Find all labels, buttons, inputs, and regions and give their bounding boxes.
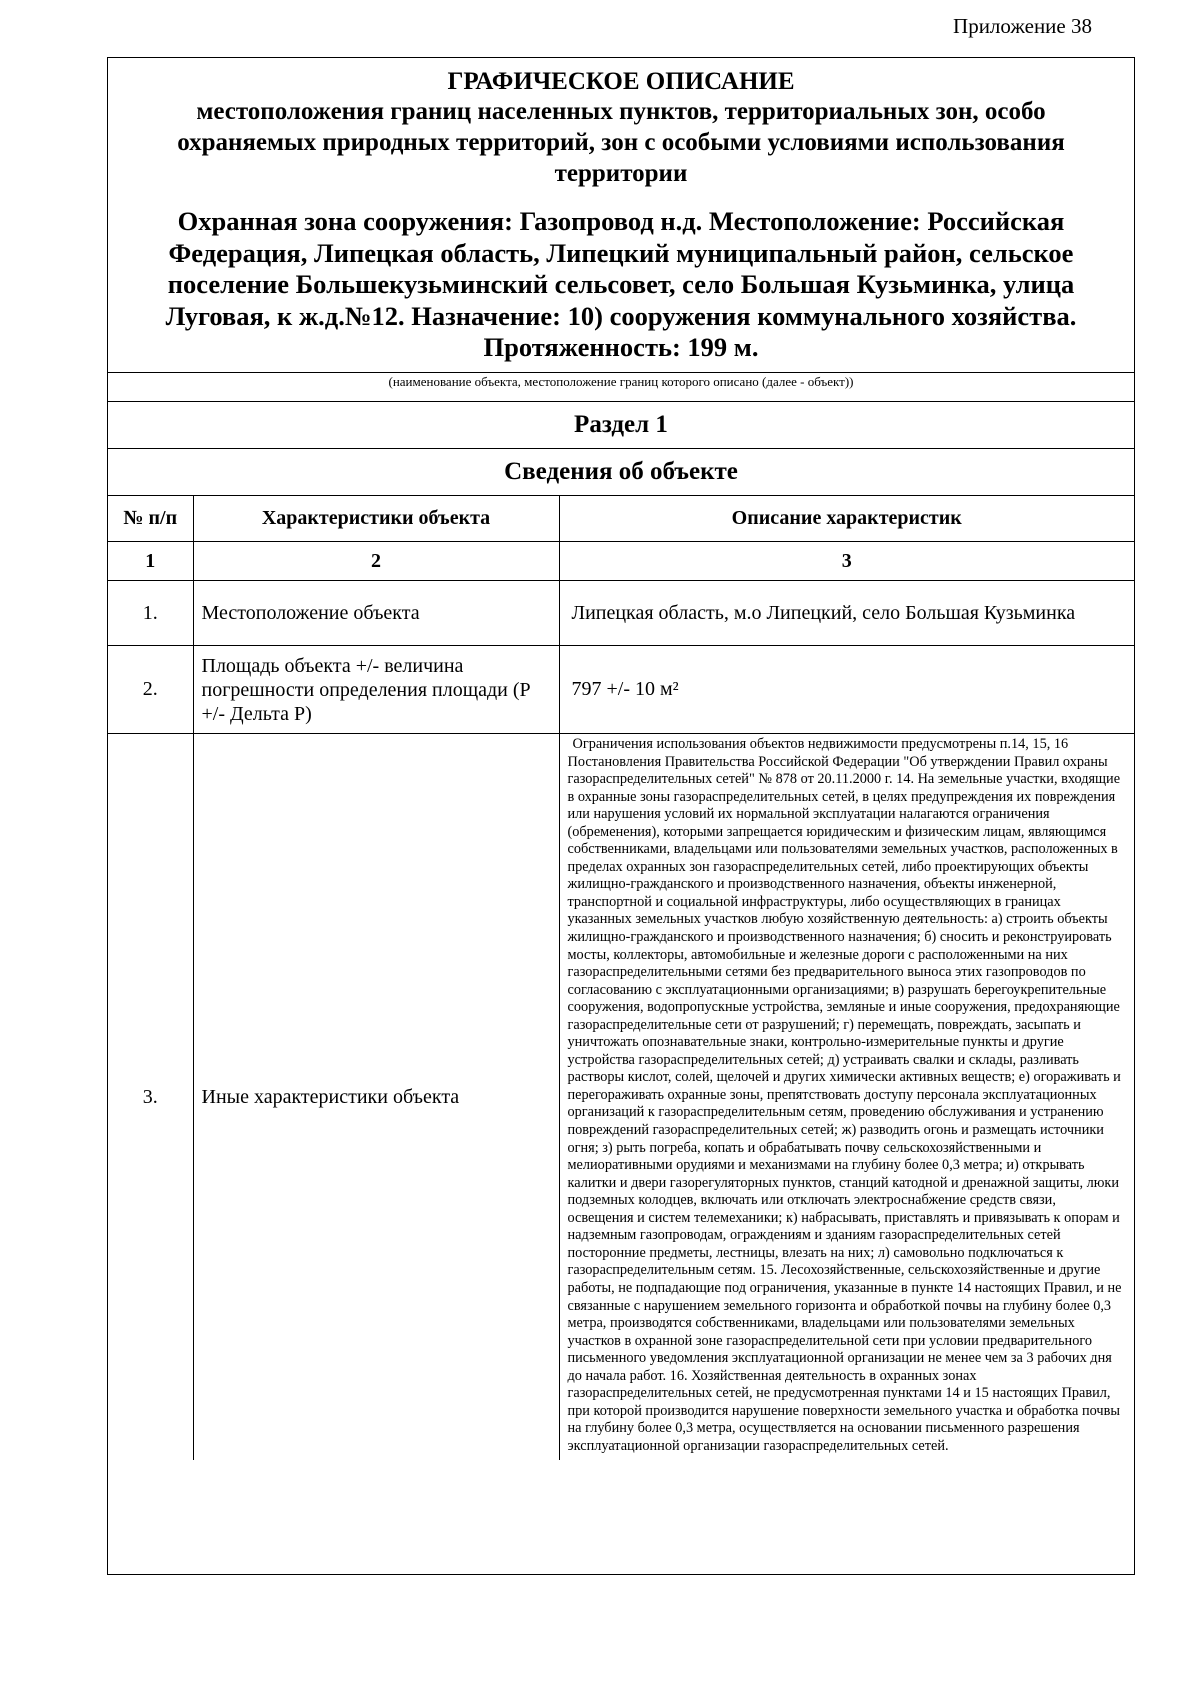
column-header: № п/п: [108, 496, 193, 542]
row-characteristic: Площадь объекта +/- величина погрешности определения площади (Р +/- Дельта Р): [193, 646, 559, 734]
table-header-row: [108, 496, 1134, 542]
row-characteristic: Иные характеристики объекта: [193, 734, 559, 1461]
row-characteristic: Местоположение объекта: [193, 581, 559, 646]
document-subtitle: местоположения границ населенных пунктов, территориальных зон, особо охраняемых природных территорий, зон с особыми условиями использования территории: [177, 98, 1065, 187]
row-description: Ограничения использования объектов недвижимости предусмотрены п.14, 15, 16 Постановления Правительства Российской Федерации "Об утверждении Правил охраны газораспределительных сетей" № 878 от 20.11.2000 г. 14. На земельные участки, входящие в охранные зоны газораспределительных сетей, в целях предупреждения их повреждения или нарушения условий их нормальной эксплуатации налагаются ограничения (обременения), которыми запрещается юридическим и физическим лицам, являющимся собственниками, владельцами или пользователями земельных участков, расположенных в пределах охранных зон газораспределительных сетей, либо проектирующих объекты жилищно-гражданского и производственного назначения, объекты инженерной, транспортной и социальной инфраструктуры, либо осуществляющих в границах указанных земельных участков любую хозяйственную деятельность: а) строить объекты жилищно-гражданского и производственного назначения; б) сносить и реконструировать мосты, коллекторы, автомобильные и железные дороги с расположенными на них газораспределительными сетями без предварительного выноса этих газопроводов по согласованию с эксплуатационными организациями; в) разрушать берегоукрепительные сооружения, водопропускные устройства, земляные и иные сооружения, предохраняющие газораспределительные сети от разрушений; г) перемещать, повреждать, засыпать и уничтожать опознавательные знаки, контрольно-измерительные пункты и другие устройства газораспределительных сетей; д) устраивать свалки и склады, разливать растворы кислот, солей, щелочей и других химически активных веществ; е) огораживать и перегораживать охранные зоны, препятствовать доступу персонала эксплуатационных организаций к газораспределительным сетям, проведению обслуживания и устранению повреждений газораспределительных сетей; ж) разводить огонь и размещать источники огня; з) рыть погреба, копать и обрабатывать почву сельскохозяйственными и мелиоративными орудиями и механизмами на глубину более 0,3 метра; и) открывать калитки и двери газорегуляторных пунктов, станций катодной и дренажной защиты, люки подземных колодцев, включать или отключать электроснабжение средств связи, освещения и систем телемеханики; к) набрасывать, приставлять и привязывать к опорам и надземным газопроводам, ограждениям и зданиям газораспределительных сетей посторонние предметы, лестницы, влезать на них; л) самовольно подключаться к газораспределительным сетям. 15. Лесохозяйственные, сельскохозяйственные и другие работы, не подпадающие под ограничения, указанные в пункте 14 настоящих Правил, и не связанные с нарушением земельного горизонта и обработкой почвы на глубину более 0,3 метра, производятся собственниками, владельцами или пользователями земельных участков в охранной зоне газораспределительной сети при условии предварительного письменного уведомления эксплуатационной организации не менее чем за 3 рабочих дня до начала работ. 16. Хозяйственная деятельность в охранных зонах газораспределительных сетей, не предусмотренная пунктами 14 и 15 настоящих Правил, при которой производится нарушение поверхности земельного участка и обработка почвы на глубину более 0,3 метра, осуществляется на основании письменного разрешения эксплуатационной организации газораспределительных сетей.: [559, 734, 1134, 1461]
section-label: Раздел 1: [108, 402, 1134, 449]
column-number: 2: [193, 542, 559, 581]
document-title: ГРАФИЧЕСКОЕ ОПИСАНИЕ: [447, 68, 795, 95]
section-title-row: [108, 449, 1134, 496]
table-row: [108, 734, 1134, 1461]
row-number: 3.: [108, 734, 193, 1461]
column-number: 1: [108, 542, 193, 581]
object-description: Охранная зона сооружения: Газопровод н.д. Местоположение: Российская Федерация, Липецкая область, Липецкий муниципальный район, сельское поселение Большекузьминский сельсовет, село Большая Кузьминка, улица Луговая, к ж.д.№12. Назначение: 10) сооружения коммунального хозяйства. Протяженность: 199 м.: [165, 206, 1077, 362]
document-frame: [107, 57, 1135, 1575]
row-number: 1.: [108, 581, 193, 646]
row-description: 797 +/- 10 м²: [559, 646, 1134, 734]
appendix-label: Приложение 38: [953, 14, 1092, 38]
column-number-row: [108, 542, 1134, 581]
table-row: [108, 646, 1134, 734]
object-note: (наименование объекта, местоположение границ которого описано (далее - объект)): [388, 373, 854, 389]
column-header: Описание характеристик: [559, 496, 1134, 542]
row-number: 2.: [108, 646, 193, 734]
document-header: [108, 67, 1134, 391]
object-info-table: [108, 401, 1134, 1460]
table-row: [108, 581, 1134, 646]
section-row: [108, 402, 1134, 449]
section-title: Сведения об объекте: [108, 449, 1134, 496]
column-header: Характеристики объекта: [193, 496, 559, 542]
row-description: Липецкая область, м.о Липецкий, село Большая Кузьминка: [559, 581, 1134, 646]
column-number: 3: [559, 542, 1134, 581]
